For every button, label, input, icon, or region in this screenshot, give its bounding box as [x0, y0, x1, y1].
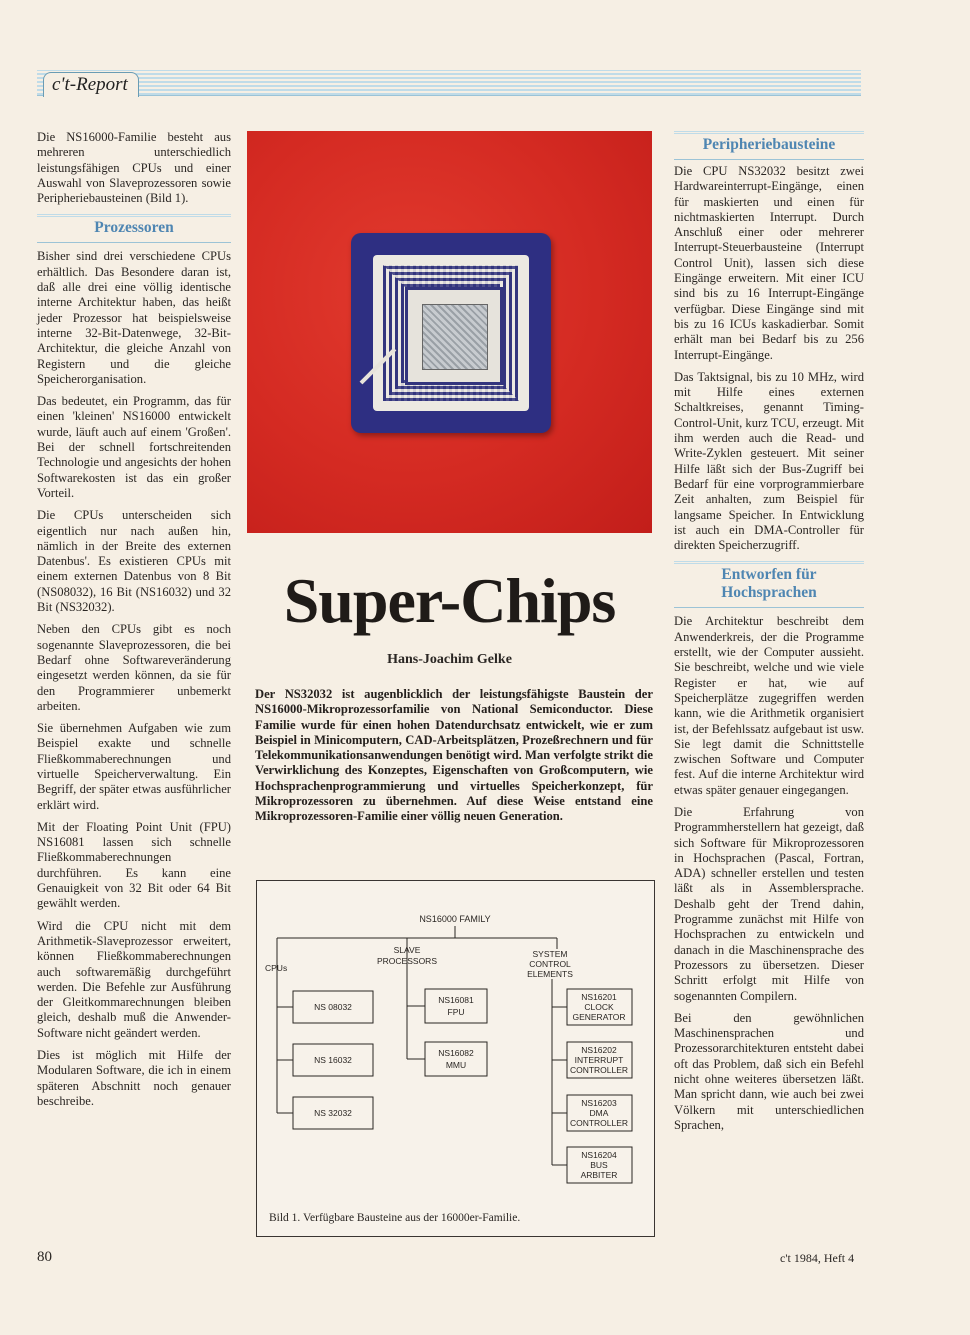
system-box-label: GENERATOR: [572, 1012, 626, 1022]
left-column: [37, 130, 231, 1116]
diagram-group-slave: PROCESSORS: [377, 956, 437, 966]
diagram-group-system: CONTROL: [529, 959, 571, 969]
paragraph: Die CPUs unterscheiden sich eigentlich nur nach außen hin, nämlich in der Breite des externen Datenbus'. Es existieren CPUs mit einem externen Datenbus von 8 Bit (NS08032), 16 Bit (NS16032) und 32 Bit (NS32032).: [37, 508, 231, 615]
header-tag: c't-Report: [43, 72, 139, 97]
paragraph: Das bedeutet, ein Programm, das für einen 'kleinen' NS16000 entwickelt wurde, läuft auch auf einem 'Großen'. Bei der schnell fortschreitenden Technologie und angesichts der hohen Softwarekosten ist das ein großer Vorteil.: [37, 394, 231, 500]
article-title: Super-Chips: [283, 565, 616, 636]
family-diagram: [257, 881, 654, 1211]
system-box-label: INTERRUPT: [574, 1055, 624, 1065]
header-stripes: [37, 70, 861, 96]
paragraph: Sie übernehmen Aufgaben wie zum Beispiel exakte und schnelle Fließkommaberechnungen und virtuelle Speicherverwaltung. Ein Begriff, der später etwas ausführlicher erklärt wird.: [37, 721, 231, 812]
paragraph: Die Architektur beschreibt dem Anwenderkreis, der die Programme erstellt, wie der Computer aussieht. Sie beschreibt, welche und wie viele Register er hat, wie auf Speicherplätze zugegriffen werden kann, wie die Arithmetik organisiert ist, der Befehlssatz aufgebaut ist usw. Sie legt damit die Schnittstelle zwischen Software und Computer fest. Auf die interne Architektur wird etwas später genauer eingegangen.: [674, 614, 864, 797]
article-author: Hans-Joachim Gelke: [387, 652, 512, 667]
system-box-label: NS16202: [581, 1045, 617, 1055]
cpu-box-label: NS 08032: [314, 1002, 352, 1012]
chip-cavity: [405, 287, 503, 385]
system-box-label: NS16204: [581, 1150, 617, 1160]
paragraph: Dies ist möglich mit Hilfe der Modularen Software, die ich in einem späteren Abschnitt noch genauer beschreibe.: [37, 1048, 231, 1108]
diagram-root-label: NS16000 FAMILY: [419, 914, 491, 924]
system-box-label: DMA: [589, 1108, 609, 1118]
heading-prozessoren: Prozessoren: [37, 213, 231, 243]
paragraph: Bei den gewöhnlichen Maschinensprachen und Prozessorarchitekturen entsteht dabei oft das Problem, daß sich ein Befehl nicht ohne weiteres übersetzen läßt. Man spricht dann, wie auch bei zwei Völkern mit unterschiedlichen Sprachen,: [674, 1010, 864, 1132]
issue-label: c't 1984, Heft 4: [780, 1251, 855, 1265]
chip-frame: [373, 255, 529, 411]
chip-carrier: [351, 233, 551, 433]
paragraph: Das Taktsignal, bis zu 10 MHz, wird mit Hilfe eines externen Schaltkreises, genannt Timing-Control-Unit, kurz TCU, erzeugt. Mit ihm werden auch die Read- und Write-Zyklen gesteuert. Mit seiner Hilfe läßt sich der Bus-Zugriff bei Bedarf für eine vorprogrammierbare Zeit anhalten, zum Beispiel für langsame Speicher. In Entwicklung ist auch ein DMA-Controller für direkten Speicherzugriff.: [674, 369, 864, 553]
heading-peripheriebausteine: Peripheriebausteine: [674, 130, 864, 160]
diagram-group-cpus: CPUs: [265, 963, 288, 973]
diagram-group-system: SYSTEM: [532, 949, 568, 959]
silicon-die: [422, 304, 488, 370]
cpu-box-label: NS 32032: [314, 1108, 352, 1118]
heading-line: Entworfen für: [721, 566, 817, 584]
figure-caption: Bild 1. Verfügbare Bausteine aus der 16000er-Familie.: [269, 1212, 521, 1224]
system-box-label: ARBITER: [580, 1170, 618, 1180]
slave-box-label: NS16082: [438, 1048, 474, 1058]
slave-box-label: FPU: [447, 1007, 465, 1017]
system-box-label: BUS: [590, 1160, 608, 1170]
system-box-label: CONTROLLER: [569, 1118, 629, 1128]
slave-box-label: NS16081: [438, 995, 474, 1005]
right-column: [674, 164, 864, 1140]
section-header: [37, 70, 861, 96]
system-box-label: NS16201: [581, 992, 617, 1002]
system-box-label: NS16203: [581, 1098, 617, 1108]
cpu-box-label: NS 16032: [314, 1055, 352, 1065]
slave-box-label: MMU: [445, 1060, 467, 1070]
article-intro: Der NS32032 ist augenblicklich der leistungsfähigste Baustein der NS16000-Mikroprozessorfamilie von National Semiconductor. Diese Familie wurde für einen hohen Datendurchsatz entwickelt, wie er zum Beispiel in Minicomputern, CAD-Arbeitsplätzen, Prozeßrechnern und für Telekommunikationsanwendungen benötigt wird. Man verfolgte strikt die Verwirklichung des Konzeptes, Eigenschaften von Großcomputern, wie Hochsprachenprogrammierung und virtuelles Speicherkonzept, für Mikroprozessoren zu übernehmen. Auf diese Weise entstand eine Mikroprozessoren-Familie einer völlig neuen Generation.: [255, 687, 653, 824]
paragraph: Mit der Floating Point Unit (FPU) NS16081 lassen sich schnelle Fließkommaberechnungen durchführen. Es kann eine Genauigkeit von 32 Bit oder 64 Bit gewählt werden.: [37, 819, 231, 911]
paragraph: Die CPU NS32032 besitzt zwei Hardwareinterrupt-Eingänge, einen für maskierten und einen für nichtmaskierten Interrupt. Durch Anschluß einer oder mehrerer Interrupt-Steuerbausteine (Interrupt Control Unit), lassen sich diese Eingänge erweitern. Mit einer ICU sind bis zu 16 Interrupt-Eingänge verfügbar. Diese Eingänge sind mit bis zu 16 ICUs kaskadierbar. Somit erhält man bei Bedarf bis zu 256 Interrupt-Eingänge.: [674, 164, 864, 362]
heading-hochsprachen: [674, 560, 864, 608]
intro-paragraph: Die NS16000-Familie besteht aus mehreren unterschiedlich leistungsfähigen CPUs und einer Auswahl von Slaveprozessoren sowie Peripheriebausteinen (Bild 1).: [37, 130, 231, 206]
paragraph: Wird die CPU nicht mit dem Arithmetik-Slaveprozessor erweitert, können Fließkommaberechnungen auch softwaremäßig durchgeführt werden. Die Befehle zur Ausführung der Gleitkommarechnungen bleiben gleich, deshalb muß die Anwender-Software nicht geändert werden.: [37, 918, 231, 1040]
paragraph: Neben den CPUs gibt es noch sogenannte Slaveprozessoren, die bei Bedarf ohne Softwareveränderung eingesetzt werden können, da sie für den Programmierer unbemerkt arbeiten.: [37, 622, 231, 713]
figure-block-diagram: [256, 880, 655, 1237]
system-box-label: CONTROLLER: [569, 1065, 629, 1075]
diagram-group-slave: SLAVE: [393, 945, 421, 955]
system-box-label: CLOCK: [584, 1002, 614, 1012]
paragraph: Die Erfahrung von Programmherstellern hat gezeigt, daß sich Software für Mikroprozessoren in Hochsprachen (Pascal, Fortran, ADA) schneller erstellen und testen läßt als in Assemblersprache. Deshalb geht der Trend dahin, Programme zunächst mit Hilfe von Hochsprachen zu entwickeln und danach in die Maschinensprache des Prozessors zu übersetzen. Dieser Schritt erfolgt mit Hilfe von sogenannten Compilern.: [674, 804, 864, 1003]
diagram-group-system: ELEMENTS: [527, 969, 573, 979]
paragraph: Bisher sind drei verschiedene CPUs erhältlich. Das Besondere daran ist, daß alle drei eine völlig identische interne Architektur haben, das heißt jeder Prozessor hat beispielsweise interne 32-Bit-Datenwege, 32-Bit-Architektur, die gleiche Anzahl von Registern und die gleiche Speicherorganisation.: [37, 249, 231, 386]
heading-line: Hochsprachen: [721, 584, 817, 602]
chip-photo: [247, 131, 652, 533]
page-number: 80: [37, 1249, 52, 1265]
